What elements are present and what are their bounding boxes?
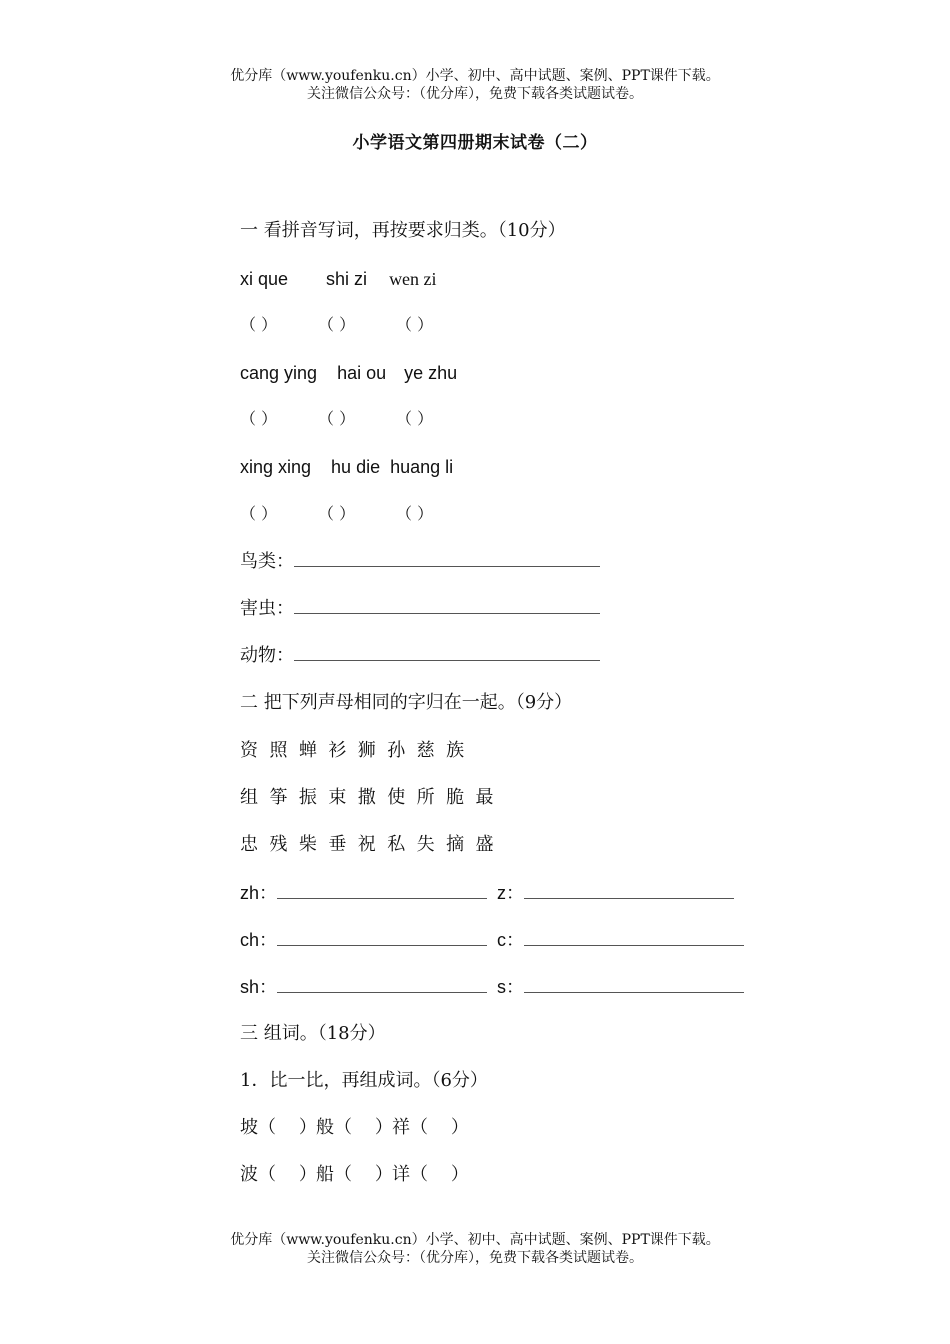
answer-parens-row-3: [240, 502, 474, 526]
answer-paren: （ ）: [240, 409, 278, 428]
initial-row-sh-s: [240, 975, 744, 999]
word-pair: 坡（ ）: [240, 1117, 317, 1138]
initial-sh-label: sh：: [240, 977, 278, 997]
category-pests-label: 害虫：: [240, 598, 294, 619]
pinyin-row-3: [240, 455, 453, 479]
answer-blank[interactable]: [294, 597, 600, 614]
header-line-1: 优分库（www.youfenku.cn）小学、初中、高中试题、案例、PPT课件下载。: [230, 68, 720, 84]
char-row-3: 忠 残 柴 垂 祝 私 失 摘 盛: [240, 834, 494, 855]
answer-paren: （ ）: [396, 504, 434, 523]
answer-blank[interactable]: [294, 550, 600, 567]
answer-blank[interactable]: [277, 929, 487, 946]
exam-title: 小学语文第四册期末试卷（二）: [352, 133, 598, 153]
initial-s-label: s：: [497, 977, 525, 997]
page-header: [0, 67, 950, 103]
word-pair: 祥（ ）: [392, 1117, 469, 1138]
answer-paren: （ ）: [396, 315, 434, 334]
char-row-2: 组 筝 振 束 撒 使 所 脆 最: [240, 787, 494, 808]
answer-parens-row-2: [240, 407, 474, 431]
answer-paren: （ ）: [240, 315, 278, 334]
section2-heading: 二 把下列声母相同的字归在一起。（9分）: [240, 692, 573, 713]
category-animals-label: 动物：: [240, 645, 294, 666]
section1-heading: 一 看拼音写词，再按要求归类。（10分）: [240, 220, 566, 241]
pinyin-haiou: hai ou: [337, 363, 387, 383]
pinyin-xingxing: xing xing: [240, 457, 312, 477]
answer-paren: （ ）: [396, 409, 434, 428]
word-pair: 详（ ）: [392, 1164, 469, 1185]
pinyin-hudie: hu die: [331, 457, 381, 477]
word-pair: 波（ ）: [240, 1164, 317, 1185]
initial-row-zh-z: [240, 881, 734, 905]
initial-zh-label: zh：: [240, 883, 278, 903]
section3-heading: 三 组词。（18分）: [240, 1023, 386, 1044]
footer-line-1: 优分库（www.youfenku.cn）小学、初中、高中试题、案例、PPT课件下载。: [230, 1232, 720, 1248]
answer-blank[interactable]: [294, 644, 600, 661]
answer-paren: （ ）: [240, 504, 278, 523]
answer-blank[interactable]: [277, 882, 487, 899]
pinyin-xique: xi que: [240, 269, 289, 289]
pinyin-cangying: cang ying: [240, 363, 318, 383]
pinyin-row-1: [240, 267, 437, 291]
answer-paren: （ ）: [318, 409, 356, 428]
initial-row-ch-c: [240, 928, 744, 952]
footer-line-2: 关注微信公众号：（优分库），免费下载各类试题试卷。: [307, 1250, 643, 1266]
word-pair: 船（ ）: [316, 1164, 393, 1185]
answer-blank[interactable]: [524, 976, 744, 993]
answer-paren: （ ）: [318, 504, 356, 523]
category-animals: [240, 644, 600, 668]
pinyin-yezhu: ye zhu: [404, 363, 458, 383]
answer-paren: （ ）: [318, 315, 356, 334]
pinyin-wenzi: wen zi: [389, 269, 437, 289]
pinyin-row-2: [240, 361, 457, 385]
category-birds: [240, 550, 600, 574]
word-pair: 般（ ）: [316, 1117, 393, 1138]
initial-z-label: z：: [497, 883, 525, 903]
compare-row-1: [240, 1116, 469, 1140]
compare-row-2: [240, 1163, 469, 1187]
category-birds-label: 鸟类：: [240, 551, 294, 572]
category-pests: [240, 597, 600, 621]
header-line-2: 关注微信公众号：（优分库），免费下载各类试题试卷。: [307, 86, 643, 102]
char-row-1: 资 照 蝉 衫 狮 孙 慈 族: [240, 740, 465, 761]
pinyin-huangli: huang li: [390, 457, 454, 477]
answer-parens-row-1: [240, 313, 474, 337]
initial-ch-label: ch：: [240, 930, 278, 950]
answer-blank[interactable]: [277, 976, 487, 993]
answer-blank[interactable]: [524, 929, 744, 946]
section3-subheading-1: 1．比一比，再组成词。（6分）: [240, 1070, 488, 1091]
page-footer: [0, 1231, 950, 1267]
answer-blank[interactable]: [524, 882, 734, 899]
pinyin-shizi: shi zi: [326, 269, 368, 289]
initial-c-label: c：: [497, 930, 525, 950]
